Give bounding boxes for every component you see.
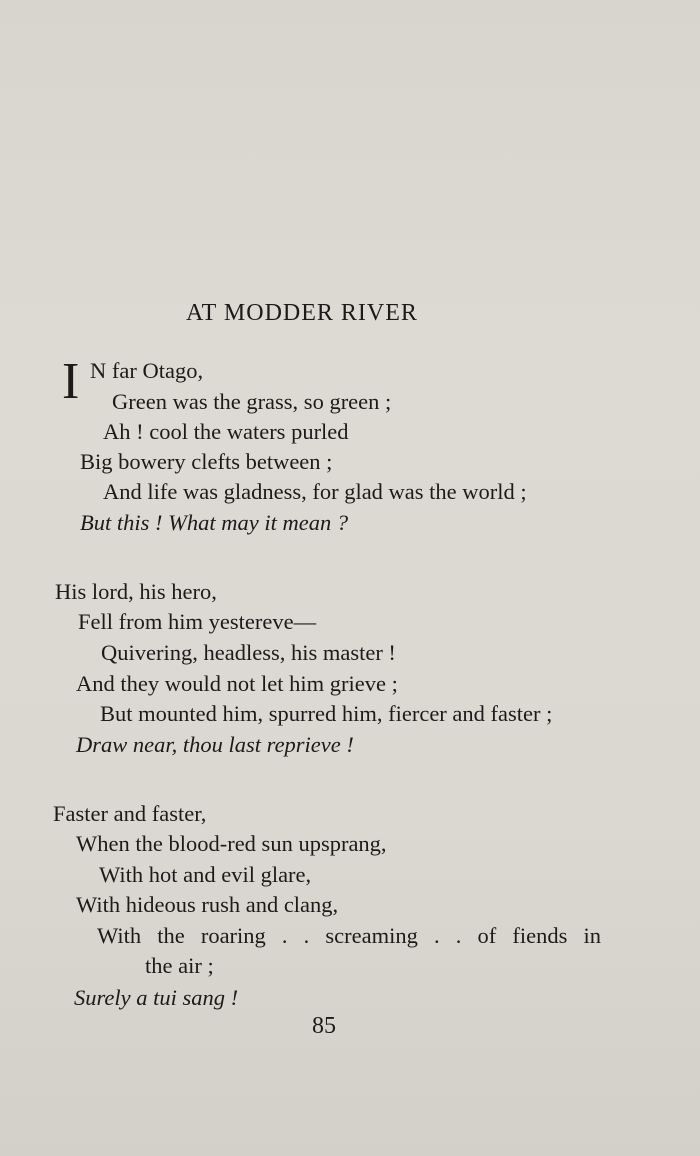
stanza2-line6: Draw near, thou last reprieve ! — [76, 732, 354, 757]
drop-cap: I — [62, 353, 80, 410]
stanza1-line5: And life was gladness, for glad was the world ; — [103, 479, 527, 504]
stanza1-line1: N far Otago, — [90, 358, 204, 383]
stanza3-line2: When the blood-red sun upsprang, — [76, 831, 387, 856]
stanza3-line3: With hot and evil glare, — [99, 862, 312, 887]
stanza3-line4: With hideous rush and clang, — [76, 892, 339, 917]
stanza2-line4: And they would not let him grieve ; — [76, 671, 398, 696]
stanza2-line2: Fell from him yestereve— — [78, 609, 317, 634]
stanza2-line3: Quivering, headless, his master ! — [101, 640, 396, 665]
page-number: 85 — [312, 1013, 336, 1039]
stanza1-line4: Big bowery clefts between ; — [80, 449, 333, 474]
poem-title: AT MODDER RIVER — [186, 300, 418, 326]
stanza2-line5: But mounted him, spurred him, fiercer and faster ; — [100, 701, 553, 726]
stanza3-line5: With the roaring . . screaming . . of fiends in — [97, 923, 601, 948]
stanza3-line1: Faster and faster, — [53, 801, 207, 826]
stanza2-line1: His lord, his hero, — [55, 579, 217, 604]
stanza3-line6: Surely a tui sang ! — [74, 985, 239, 1010]
stanza3-line5-continuation: the air ; — [145, 953, 214, 978]
stanza1-line2: Green was the grass, so green ; — [112, 389, 392, 414]
stanza1-line3: Ah ! cool the waters purled — [103, 419, 349, 444]
stanza1-line6: But this ! What may it mean ? — [80, 510, 349, 535]
